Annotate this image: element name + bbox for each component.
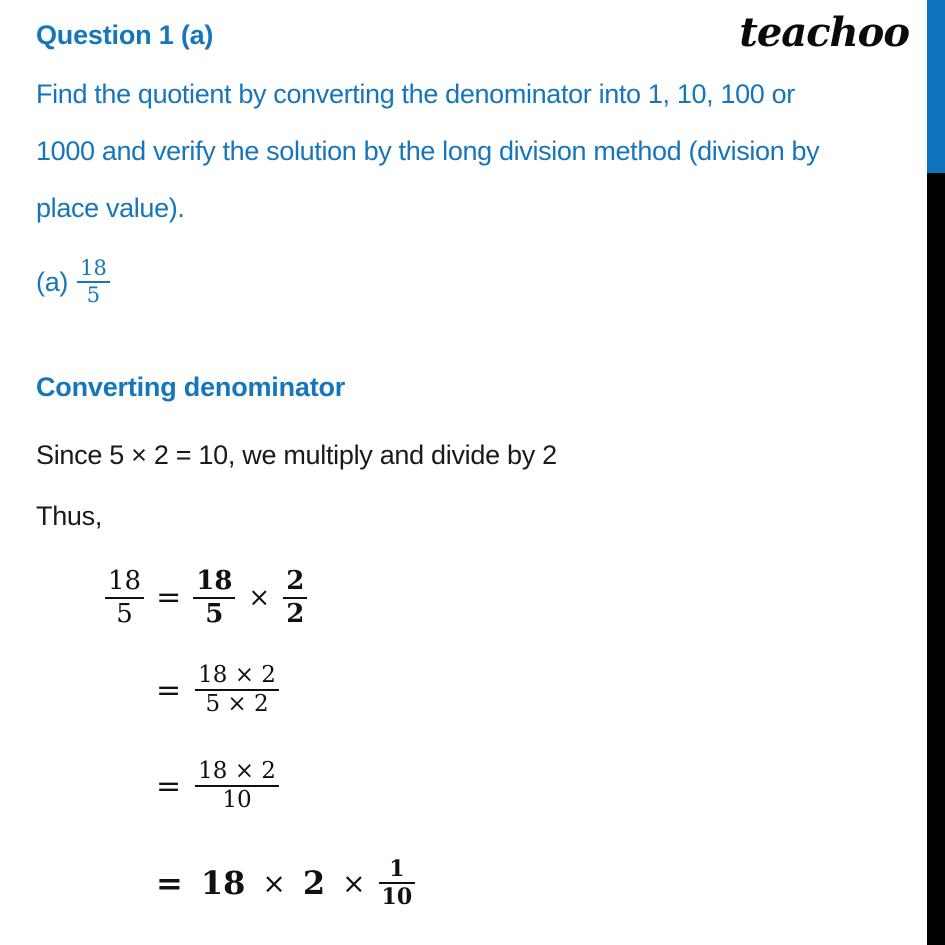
eq1-rhs-fraction-1 bbox=[193, 568, 235, 627]
eq4-equals-sign: = bbox=[156, 864, 183, 903]
teachoo-logo: teachoo bbox=[739, 9, 909, 56]
equation-row-2 bbox=[156, 664, 279, 717]
eq3-equals-sign: = bbox=[156, 768, 182, 804]
item-fraction-numerator: 18 bbox=[80, 256, 107, 280]
eq4-term-1: 18 bbox=[200, 864, 246, 903]
eq1-rhs1-denominator: 5 bbox=[205, 598, 224, 629]
item-fraction-denominator: 5 bbox=[86, 283, 101, 308]
eq1-rhs2-denominator: 2 bbox=[286, 598, 305, 629]
eq4-times-sign-2: × bbox=[342, 866, 366, 900]
eq1-rhs1-numerator: 18 bbox=[196, 566, 233, 596]
equation-row-3 bbox=[156, 760, 279, 813]
eq2-numerator: 18 × 2 bbox=[198, 662, 276, 688]
solution-statement: Since 5 × 2 = 10, we multiply and divide by 2 bbox=[36, 440, 557, 470]
equation-row-1 bbox=[105, 568, 307, 627]
eq2-fraction bbox=[195, 664, 279, 717]
solution-thus-label: Thus, bbox=[36, 501, 103, 531]
eq4-fraction-denominator: 10 bbox=[381, 884, 413, 911]
eq2-bar bbox=[195, 689, 279, 691]
eq3-denominator: 10 bbox=[222, 787, 252, 814]
question-text-line-3: place value). bbox=[36, 193, 185, 223]
eq1-rhs2-numerator: 2 bbox=[286, 566, 305, 596]
question-text-line-1: Find the quotient by converting the denominator into 1, 10, 100 or bbox=[36, 79, 795, 109]
eq4-fraction-numerator: 1 bbox=[389, 856, 405, 882]
eq2-equals-sign: = bbox=[156, 672, 182, 708]
question-item-a bbox=[36, 258, 110, 307]
eq1-lhs-fraction bbox=[105, 568, 144, 627]
eq3-numerator: 18 × 2 bbox=[198, 758, 276, 784]
eq1-rhs-fraction-2 bbox=[283, 568, 307, 627]
eq1-equals-sign: = bbox=[156, 580, 182, 616]
eq3-fraction bbox=[195, 760, 279, 813]
question-text-line-2: 1000 and verify the solution by the long division method (division by bbox=[36, 136, 820, 166]
eq4-term-2: 2 bbox=[302, 864, 326, 903]
eq1-rhs1-bar bbox=[193, 597, 235, 599]
page-title: Question 1 (a) bbox=[36, 20, 214, 50]
eq4-fraction-bar bbox=[379, 882, 416, 884]
item-fraction bbox=[77, 258, 110, 307]
equation-row-4 bbox=[156, 858, 415, 909]
edge-strip-black-segment bbox=[927, 173, 945, 945]
eq1-rhs2-bar bbox=[283, 597, 307, 599]
eq4-fraction bbox=[379, 858, 416, 909]
eq1-lhs-denominator: 5 bbox=[116, 598, 133, 629]
eq1-lhs-numerator: 18 bbox=[108, 566, 142, 596]
eq2-denominator: 5 × 2 bbox=[205, 691, 269, 718]
eq4-times-sign-1: × bbox=[262, 866, 286, 900]
edge-strip-blue-segment bbox=[927, 0, 945, 173]
eq1-lhs-bar bbox=[105, 597, 144, 599]
item-label: (a) bbox=[36, 266, 69, 297]
eq3-bar bbox=[195, 785, 279, 787]
eq1-times-sign: × bbox=[248, 582, 271, 613]
section-heading-converting-denominator: Converting denominator bbox=[36, 372, 346, 402]
right-edge-strip bbox=[927, 0, 945, 945]
